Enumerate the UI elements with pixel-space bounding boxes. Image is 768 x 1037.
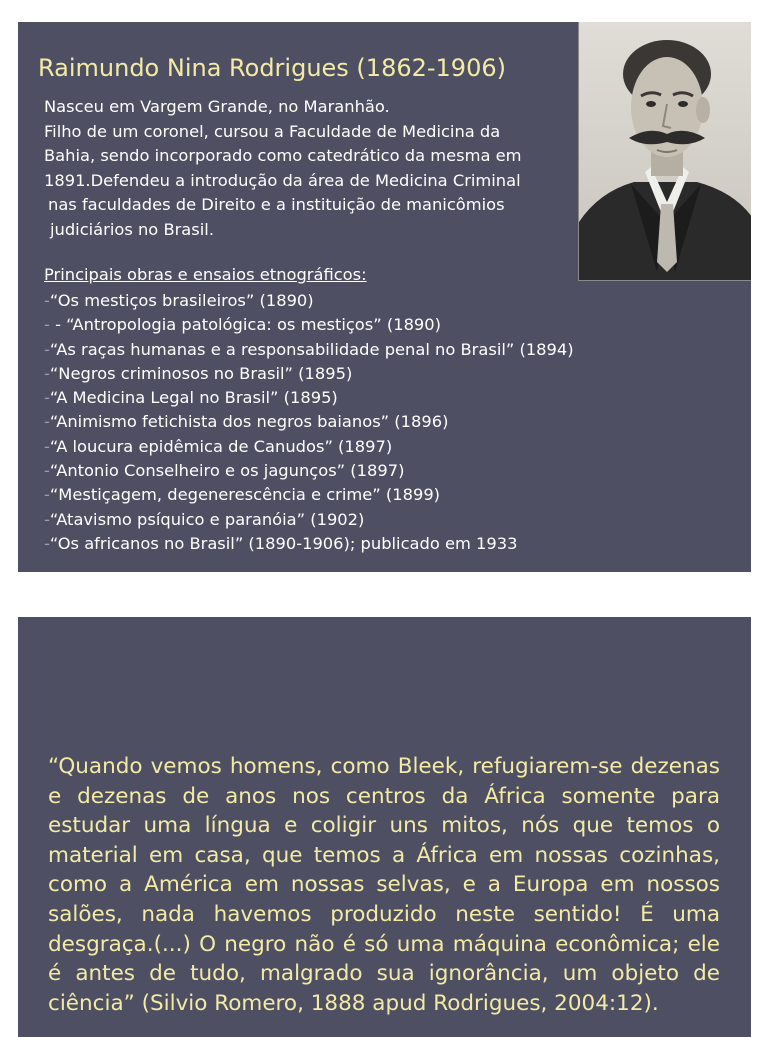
works-list xyxy=(44,289,574,556)
work-title: - “Antropologia patológica: os mestiços” (1890) xyxy=(55,315,441,335)
bio-line: nas faculdades de Direito e a instituição de manicômios xyxy=(48,195,505,214)
bio-line: Nasceu em Vargem Grande, no Maranhão. xyxy=(44,97,390,116)
works-list-item xyxy=(44,313,574,337)
works-list-item xyxy=(44,459,574,483)
slide-biography xyxy=(18,22,751,572)
portrait-photo xyxy=(578,22,751,281)
list-dash: - xyxy=(44,363,50,383)
portrait-illustration xyxy=(579,22,751,280)
works-list-item xyxy=(44,483,574,507)
works-list-item xyxy=(44,289,574,313)
bio-line: Filho de um coronel, cursou a Faculdade de Medicina da xyxy=(44,121,501,141)
work-title: “Antonio Conselheiro e os jagunços” (1897) xyxy=(49,461,405,481)
works-list-item xyxy=(44,362,574,386)
list-dash: - xyxy=(44,533,50,553)
works-heading: Principais obras e ensaios etnográficos: xyxy=(44,265,367,284)
bio-line: 1891.Defendeu a introdução da área de Medicina Criminal xyxy=(44,170,521,190)
works-list-item xyxy=(44,435,574,459)
works-list-item xyxy=(44,338,574,362)
work-title: “A Medicina Legal no Brasil” (1895) xyxy=(49,388,338,408)
bio-line: judiciários no Brasil. xyxy=(50,219,214,239)
biography-text xyxy=(44,95,579,242)
list-dash: - xyxy=(44,291,50,310)
works-list-item xyxy=(44,532,574,556)
work-title: “Os mestiços brasileiros” (1890) xyxy=(49,291,314,310)
works-list-item xyxy=(44,508,574,532)
work-title: “Atavismo psíquico e paranóia” (1902) xyxy=(49,509,365,529)
work-title: “Animismo fetichista dos negros baianos” (1896) xyxy=(49,412,449,432)
list-dash: - xyxy=(44,461,50,481)
list-dash: - xyxy=(44,436,50,456)
list-dash: - xyxy=(44,388,50,408)
quote-text: “Quando vemos homens, como Bleek, refugiarem-se dezenas e dezenas de anos nos centros da África somente para estudar uma língua e coligir uns mitos, nós que temos o material em casa, que temos a África em nossas cozinhas, como a América em nossas selvas, e a Europa em nossos salões, nada havemos produzido neste sentido! É uma desgraça.(...) O negro não é só uma máquina econômica; ele é antes de tudo, malgrado sua ignorância, um objeto de ciência” (Silvio Romero, 1888 apud Rodrigues, 2004:12). xyxy=(48,754,720,1016)
work-title: “As raças humanas e a responsabilidade penal no Brasil” (1894) xyxy=(49,339,574,359)
works-list-item xyxy=(44,410,574,434)
list-dash: - xyxy=(44,485,50,505)
work-title: “Mestiçagem, degenerescência e crime” (1899) xyxy=(49,485,441,505)
list-dash: - xyxy=(44,509,50,529)
work-title: “A loucura epidêmica de Canudos” (1897) xyxy=(49,436,393,456)
list-dash: - xyxy=(44,412,50,432)
list-dash: - xyxy=(44,315,56,335)
bio-line: Bahia, sendo incorporado como catedrático da mesma em xyxy=(44,146,522,165)
slide-title: Raimundo Nina Rodrigues (1862-1906) xyxy=(38,54,506,82)
work-title: “Os africanos no Brasil” (1890-1906); publicado em 1933 xyxy=(49,533,518,553)
works-list-item xyxy=(44,386,574,410)
slide-quote xyxy=(18,617,751,1037)
work-title: “Negros criminosos no Brasil” (1895) xyxy=(49,363,353,383)
list-dash: - xyxy=(44,339,50,359)
